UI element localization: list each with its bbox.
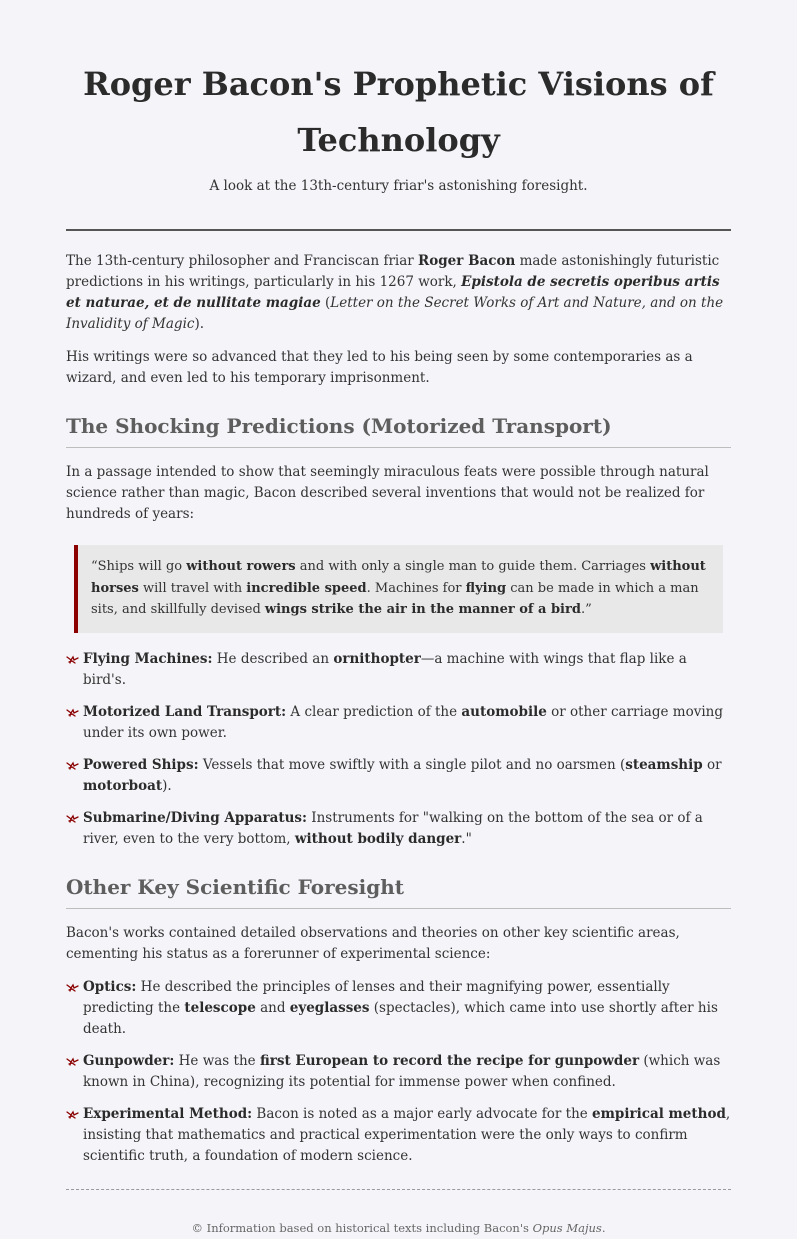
foresight-intro: Bacon's works contained detailed observations and theories on other key scientific areas, cementing his status as a forerunner of experimental science: (66, 924, 680, 962)
section-heading-predictions: The Shocking Predictions (Motorized Transport) (66, 411, 731, 448)
page-title: Roger Bacon's Prophetic Visions of Technology (83, 65, 714, 159)
list-item-powered-ships: Powered Ships: Vessels that move swiftly with a single pilot and no oarsmen (steamship or motorboat). (66, 755, 731, 797)
intro-paragraph-2: His writings were so advanced that they led to his being seen by some contemporaries as a wizard, and even led to his temporary imprisonment. (66, 349, 693, 386)
work-title: Epistola de secretis operibus artis et naturae, et de nullitate magiae (66, 274, 720, 311)
bacon-quote: “Ships will go without rowers and with only a single man to guide them. Carriages without horses will travel with incredible speed. Machines for flying can be made in which a man sits, and skillfully devised wings strike the air in the manner of a bird.” (74, 545, 723, 633)
page-subtitle: A look at the 13th-century friar's astonishing foresight. (209, 178, 588, 194)
header-divider (66, 229, 731, 231)
predictions-intro: In a passage intended to show that seemingly miraculous feats were possible through natural science rather than magic, Bacon described several inventions that would not be realized for hundreds of years: (66, 464, 709, 522)
person-name: Roger Bacon (418, 253, 516, 269)
list-item-land-transport: Motorized Land Transport: A clear prediction of the automobile or other carriage moving under its own power. (66, 702, 731, 744)
list-item-optics: Optics: He described the principles of lenses and their magnifying power, essentially predicting the telescope and eyeglasses (spectacles), which came into use shortly after his death. (66, 977, 731, 1040)
intro-paragraph-1: The 13th-century philosopher and Franciscan friar Roger Bacon made astonishingly futuristic predictions in his writings, particularly in his 1267 work, Epistola de secretis operibus artis et naturae, et de nullitate magiae (Letter on the Secret Works of Art and Nature, and on the Invalidity of Magic). (66, 253, 724, 332)
flying-bird-icon (66, 707, 79, 718)
article (66, 0, 731, 1239)
flying-bird-icon (66, 1056, 79, 1067)
work-translation: Letter on the Secret Works of Art and Nature, and on the Invalidity of Magic (66, 295, 724, 332)
list-item-gunpowder: Gunpowder: He was the first European to record the recipe for gunpowder (which was known in China), recognizing its potential for immense power when confined. (66, 1051, 731, 1093)
list-item-experimental-method: Experimental Method: Bacon is noted as a major early advocate for the empirical method, insisting that mathematics and practical experimentation were the only ways to confirm scientific truth, a foundation of modern science. (66, 1104, 731, 1167)
list-item-submarine: Submarine/Diving Apparatus: Instruments for "walking on the bottom of the sea or of a river, even to the very bottom, without bodily danger." (66, 808, 731, 850)
footer-work-title: Opus Majus (532, 1220, 602, 1235)
flying-bird-icon (66, 982, 79, 993)
footer-note: © Information based on historical texts including Bacon's Opus Majus. (66, 1189, 731, 1239)
predictions-list (66, 649, 731, 850)
flying-bird-icon (66, 760, 79, 771)
section-heading-foresight: Other Key Scientific Foresight (66, 872, 731, 909)
flying-bird-icon (66, 813, 79, 824)
flying-bird-icon (66, 654, 79, 665)
foresight-list (66, 977, 731, 1167)
list-item-flying-machines: Flying Machines: He described an ornithopter—a machine with wings that flap like a bird's. (66, 649, 731, 691)
flying-bird-icon (66, 1109, 79, 1120)
